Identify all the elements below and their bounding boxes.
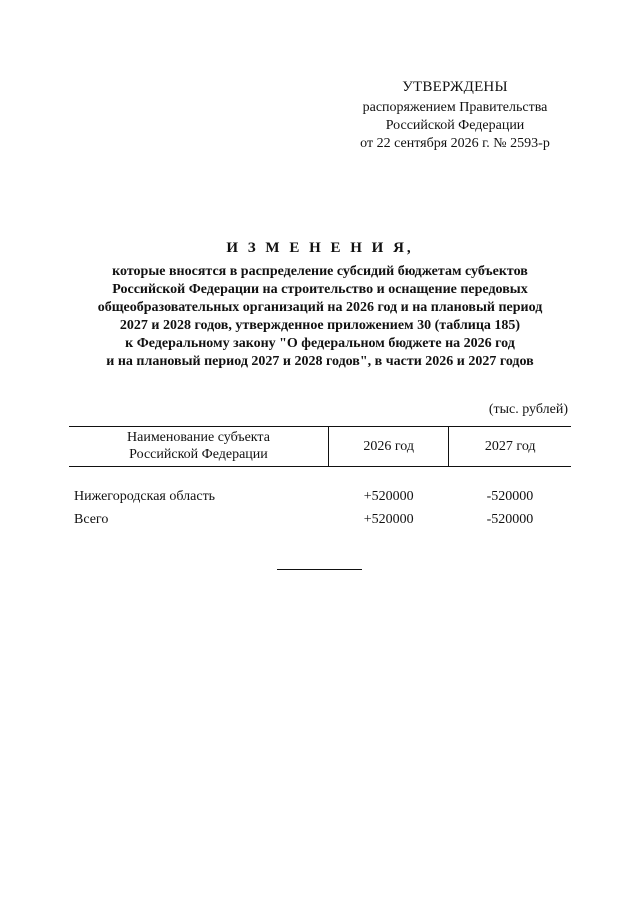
approval-heading: УТВЕРЖДЕНЫ	[402, 79, 508, 95]
table-row	[69, 467, 571, 506]
document-subtitle	[60, 263, 580, 371]
header-year-2027: 2027 год	[449, 427, 571, 467]
unit-note: (тыс. рублей)	[488, 402, 568, 417]
table-header-row	[69, 427, 571, 467]
row-region-name: Нижегородская область	[74, 489, 216, 504]
approval-line-1: распоряжением Правительства	[362, 100, 548, 115]
subtitle-line-1: которые вносятся в распределение субсидий бюджетам субъектов	[112, 264, 528, 279]
document-title: И З М Е Н Е Н И Я,	[226, 240, 414, 256]
header-region-line-2: Российской Федерации	[129, 447, 268, 462]
table-row-total	[69, 505, 571, 528]
row-value-2026: +520000	[363, 489, 414, 504]
approval-line-2: Российской Федерации	[385, 118, 525, 133]
subtitle-line-2: Российской Федерации на строительство и оснащение передовых	[112, 282, 528, 297]
header-year-2026: 2026 год	[328, 427, 449, 467]
changes-table	[69, 426, 571, 528]
total-value-2026: +520000	[363, 512, 414, 527]
total-label: Всего	[74, 512, 109, 527]
approval-line-3: от 22 сентября 2026 г. № 2593-р	[360, 136, 550, 151]
row-value-2027: -520000	[486, 489, 534, 504]
end-divider	[277, 569, 362, 570]
subtitle-line-4: 2027 и 2028 годов, утвержденное приложением 30 (таблица 185)	[119, 318, 521, 333]
header-region-line-1: Наименование субъекта	[127, 430, 270, 445]
approval-block	[340, 78, 570, 153]
subtitle-line-6: и на плановый период 2027 и 2028 годов", в части 2026 и 2027 годов	[106, 354, 534, 369]
total-value-2027: -520000	[486, 512, 534, 527]
header-region	[69, 427, 328, 467]
subtitle-line-5: к Федеральному закону "О федеральном бюджете на 2026 год	[125, 336, 515, 351]
subtitle-line-3: общеобразовательных организаций на 2026 год и на плановый период	[97, 300, 543, 315]
